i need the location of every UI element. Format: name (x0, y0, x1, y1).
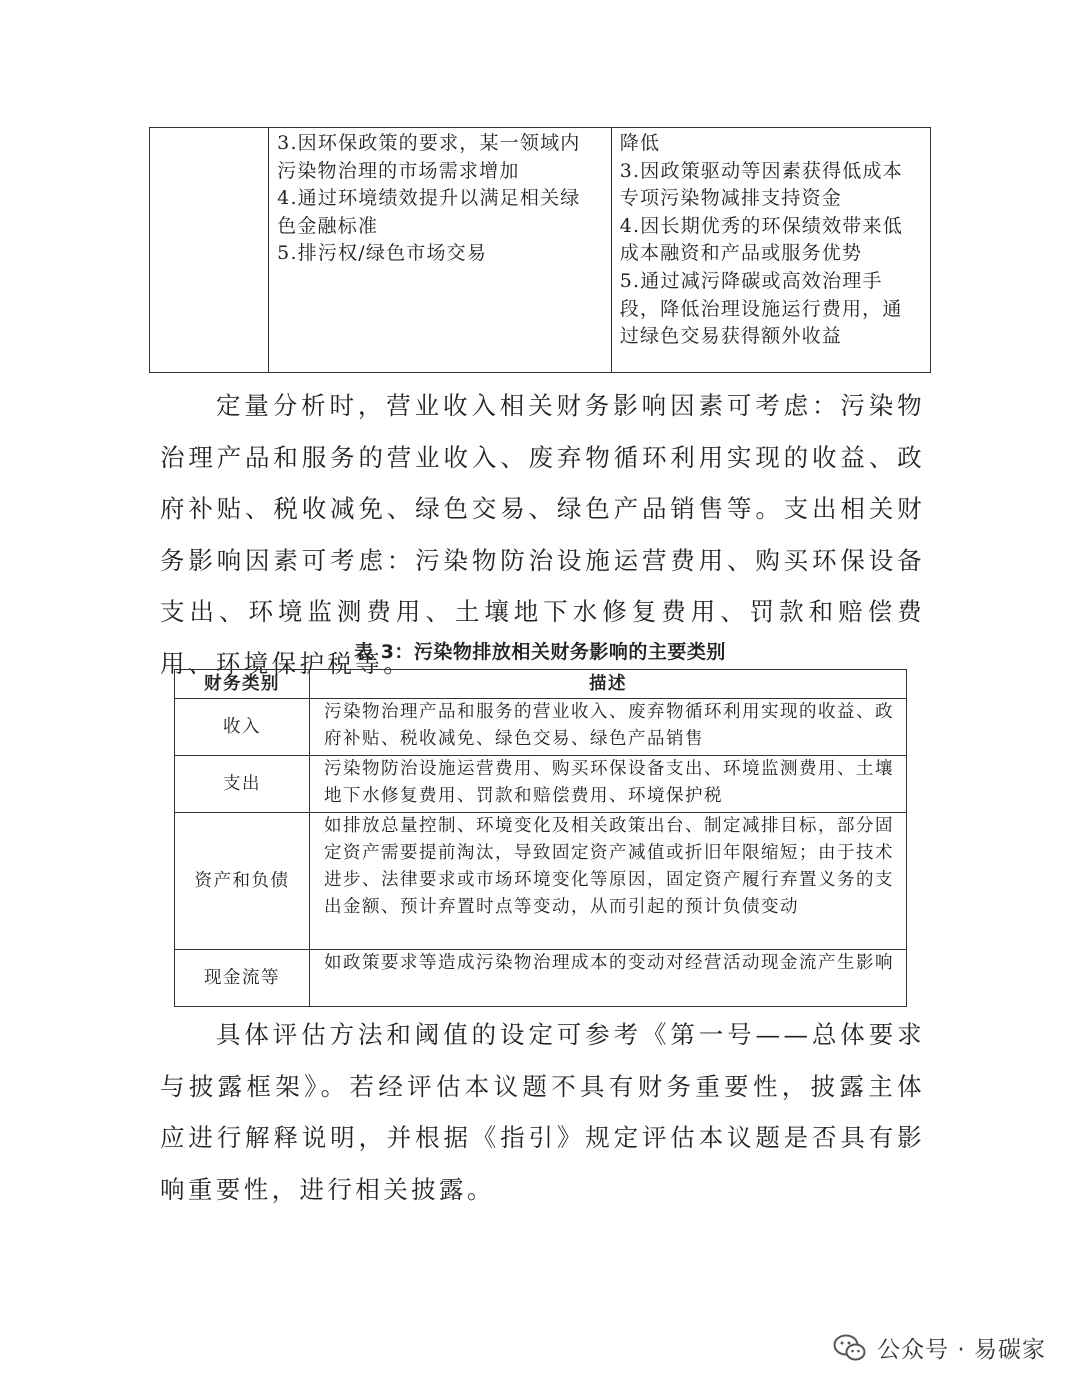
watermark (833, 1331, 1046, 1364)
table-cell-impacts (611, 128, 930, 373)
watermark-text: 公众号 · 易碳家 (877, 1337, 1046, 1363)
cell-line: 3.因环保政策的要求，某一领域内 (277, 132, 581, 154)
cell-line: 专项污染物减排支持资金 (619, 187, 842, 210)
cell-line: 成本融资和产品或服务优势 (619, 242, 863, 265)
table-row (175, 699, 907, 756)
cell-line: 过绿色交易获得额外收益 (619, 325, 842, 348)
wechat-icon (833, 1333, 867, 1363)
row-category: 支出 (175, 756, 310, 813)
row-description: 污染物治理产品和服务的营业收入、废弃物循环利用实现的收益、政府补贴、税收减免、绿色交易、绿色产品销售 (310, 699, 907, 756)
row-category: 现金流等 (175, 950, 310, 1007)
table-row (175, 756, 907, 813)
cell-line: 5.通过减污降碳或高效治理手 (619, 269, 883, 292)
table-header-row (175, 670, 907, 699)
header-description: 描述 (310, 670, 907, 699)
row-description: 污染物防治设施运营费用、购买环保设备支出、环境监测费用、土壤地下水修复费用、罚款和赔偿费用、环境保护税 (310, 756, 907, 813)
cell-line: 色金融标准 (277, 214, 379, 237)
row-description: 如政策要求等造成污染物治理成本的变动对经营活动现金流产生影响 (310, 950, 907, 1007)
table-row (150, 128, 931, 373)
table-row (175, 950, 907, 1007)
cell-line: 5.排污权/绿色市场交易 (277, 242, 488, 265)
cell-line: 3.因政策驱动等因素获得低成本 (619, 159, 903, 182)
cell-line: 污染物治理的市场需求增加 (277, 159, 520, 182)
cell-line: 4.通过环境绩效提升以满足相关绿 (277, 187, 581, 210)
table-title: 表 3：污染物排放相关财务影响的主要类别 (354, 641, 726, 663)
continued-table (149, 127, 931, 373)
row-description: 如排放总量控制、环境变化及相关政策出台、制定减排目标，部分固定资产需要提前淘汰，导致固定资产减值或折旧年限缩短；由于技术进步、法律要求或市场环境变化等原因，固定资产履行弃置义务的支出金额、预计弃置时点等变动，从而引起的预计负债变动 (310, 813, 907, 950)
table-row (175, 813, 907, 950)
body-paragraph-quantitative: 定量分析时，营业收入相关财务影响因素可考虑：污染物治理产品和服务的营业收入、废弃物循环利用实现的收益、政府补贴、税收减免、绿色交易、绿色产品销售等。支出相关财务影响因素可考虑：污染物防治设施运营费用、购买环保设备支出、环境监测费用、土壤地下水修复费用、罚款和赔偿费用、环境保护税等。 (160, 391, 925, 678)
table-cell-drivers (269, 128, 612, 373)
row-category: 收入 (175, 699, 310, 756)
table-cell-empty (150, 128, 269, 373)
header-category: 财务类别 (175, 670, 310, 699)
body-paragraph-assessment: 具体评估方法和阈值的设定可参考《第一号——总体要求与披露框架》。若经评估本议题不具有财务重要性，披露主体应进行解释说明，并根据《指引》规定评估本议题是否具有影响重要性，进行相关披露。 (160, 1020, 925, 1204)
row-category: 资产和负债 (175, 813, 310, 950)
cell-line: 降低 (619, 132, 661, 154)
cell-line: 段，降低治理设施运行费用，通 (619, 297, 903, 320)
financial-impact-table (174, 669, 907, 1007)
cell-line: 4.因长期优秀的环保绩效带来低 (619, 214, 903, 237)
